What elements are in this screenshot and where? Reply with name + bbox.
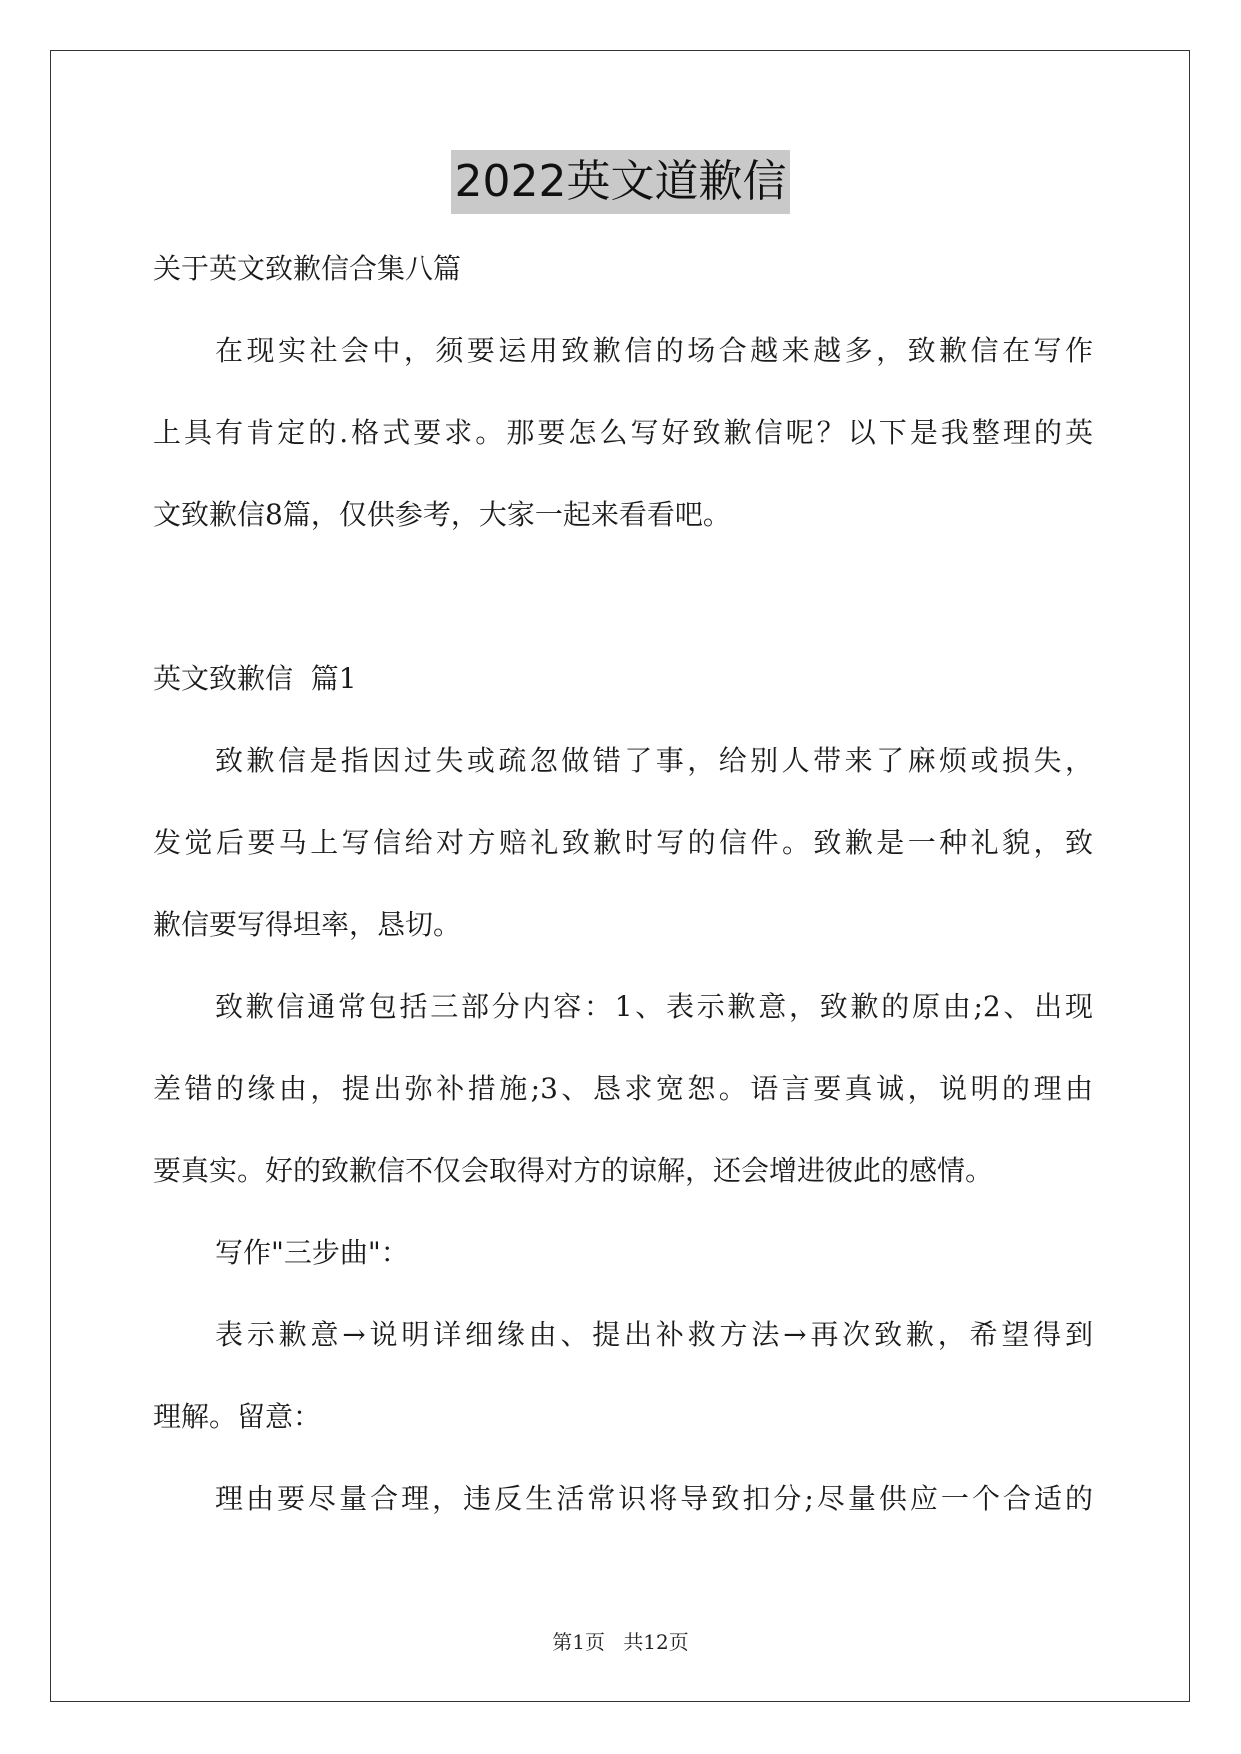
intro-line-2: 上具有肯定的.格式要求。那要怎么写好致歉信呢？以下是我整理的英 [153, 416, 1093, 449]
p2-line-1: 致歉信通常包括三部分内容：1、表示歉意，致歉的原由;2、出现 [215, 990, 1093, 1023]
page-footer [0, 1626, 1241, 1655]
p2-line-3: 要真实。好的致歉信不仅会取得对方的谅解，还会增进彼此的感情。 [153, 1154, 994, 1187]
document-body [153, 228, 1093, 1540]
document-title: 2022英文道歉信 [451, 150, 791, 214]
title-wrap [0, 150, 1241, 214]
subtitle: 关于英文致歉信合集八篇 [153, 252, 462, 285]
p1-line-1: 致歉信是指因过失或疏忽做错了事，给别人带来了麻烦或损失， [215, 744, 1093, 777]
page-number: 第1页 [552, 1630, 605, 1654]
section-heading: 英文致歉信 篇1 [153, 662, 357, 695]
p4-line-2: 理解。留意： [153, 1400, 322, 1433]
intro-line-1: 在现实社会中，须要运用致歉信的场合越来越多，致歉信在写作 [215, 334, 1093, 367]
p3-line-1: 写作"三步曲"： [215, 1236, 409, 1269]
paragraph-gap [153, 556, 1093, 638]
p2-line-2: 差错的缘由，提出弥补措施;3、恳求宽恕。语言要真诚，说明的理由 [153, 1072, 1093, 1105]
p1-line-3: 歉信要写得坦率，恳切。 [153, 908, 462, 941]
p1-line-2: 发觉后要马上写信给对方赔礼致歉时写的信件。致歉是一种礼貌，致 [153, 826, 1093, 859]
p5-line-1: 理由要尽量合理，违反生活常识将导致扣分;尽量供应一个合适的 [215, 1482, 1093, 1515]
p4-line-1: 表示歉意→说明详细缘由、提出补救方法→再次致歉，希望得到 [215, 1318, 1093, 1351]
page-total: 共12页 [623, 1630, 689, 1654]
intro-line-3: 文致歉信8篇，仅供参考，大家一起来看看吧。 [153, 498, 731, 531]
